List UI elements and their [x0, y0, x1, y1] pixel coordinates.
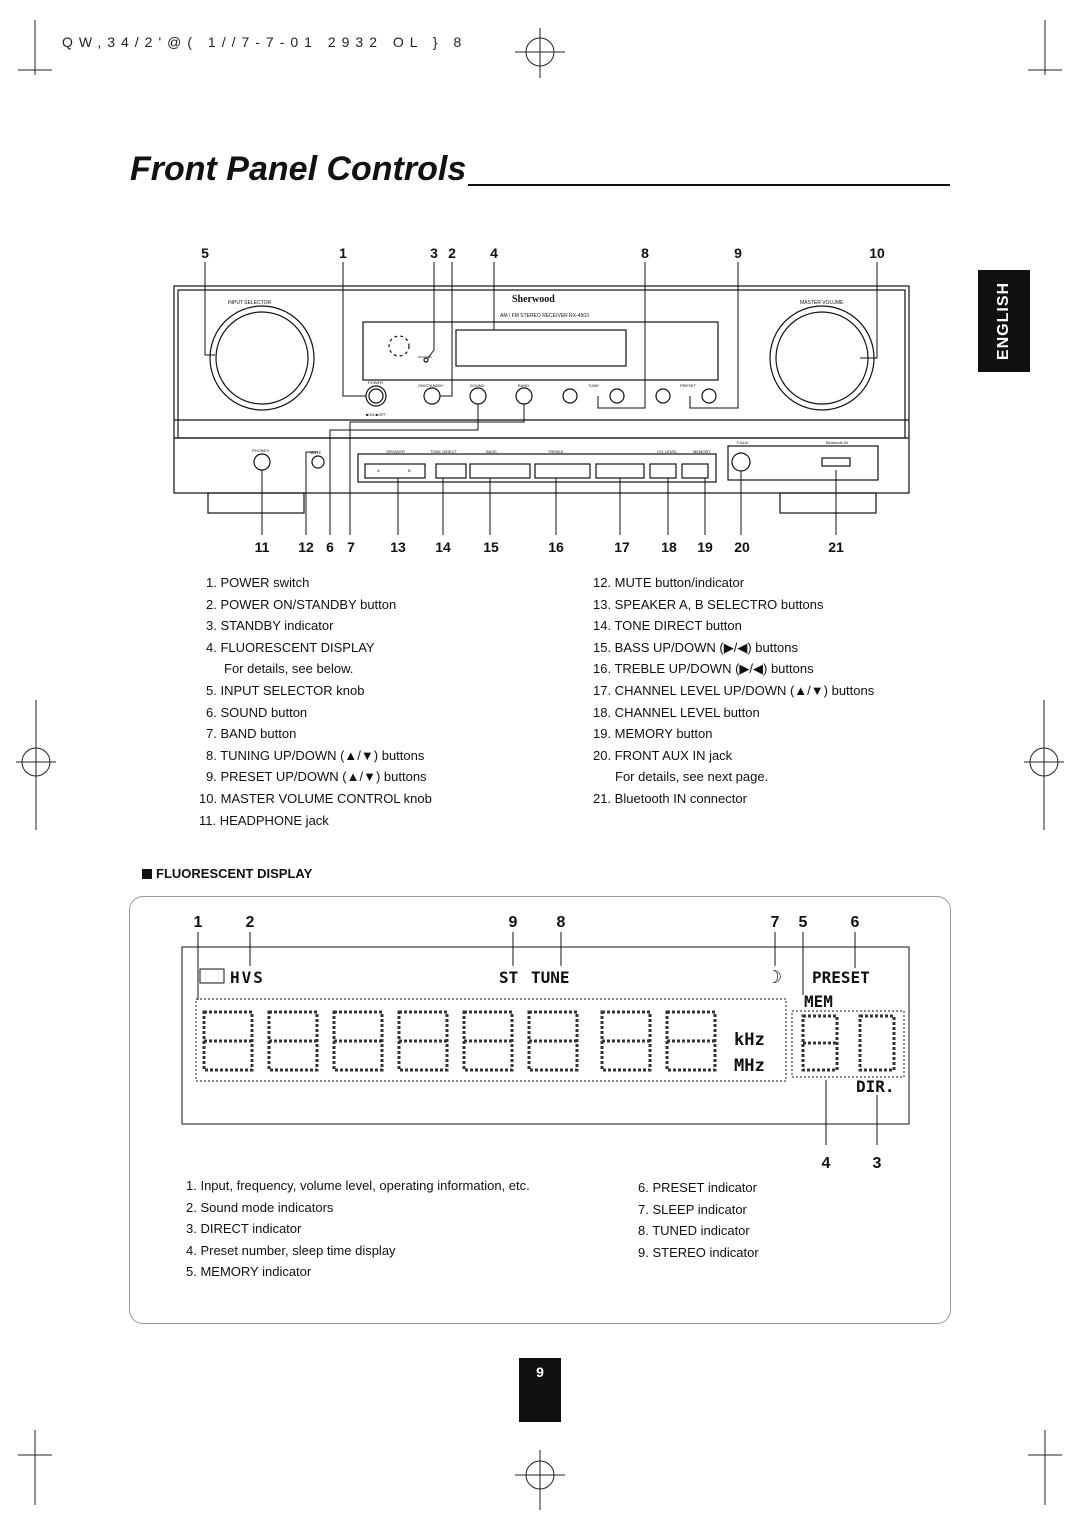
label-bass: BASS	[486, 449, 497, 454]
list-item: 8. TUNING UP/DOWN (▲/▼) buttons	[206, 747, 425, 763]
label-speaker-b: B	[408, 468, 411, 473]
list-item: 4. FLUORESCENT DISPLAY	[206, 639, 375, 655]
callout-21: 21	[828, 539, 844, 555]
label-band: BAND	[518, 383, 530, 388]
indicator-st: ST	[499, 968, 519, 987]
callout-8: 8	[641, 245, 649, 261]
label-f-aux: F.AUX	[737, 440, 749, 445]
list-item: 6. SOUND button	[206, 704, 308, 720]
fd-callout-8: 8	[556, 914, 566, 931]
fd-callout-9: 9	[508, 914, 518, 931]
page-title: Front Panel Controls	[130, 150, 467, 188]
label-standby: STANDBY	[418, 355, 432, 359]
list-item: 10. MASTER VOLUME CONTROL knob	[199, 790, 432, 806]
callout-16: 16	[548, 539, 564, 555]
list-item: 4. Preset number, sleep time display	[186, 1242, 396, 1258]
list-item: 19. MEMORY button	[593, 726, 713, 742]
list-item: 20. FRONT AUX IN jack	[593, 747, 733, 763]
page-number: 9	[519, 1358, 561, 1422]
label-power: POWER	[368, 380, 384, 385]
fd-callout-6: 6	[850, 914, 860, 931]
callout-1: 1	[339, 245, 347, 261]
list-item: 15. BASS UP/DOWN (▶/◀) buttons	[593, 639, 798, 655]
callout-6: 6	[326, 539, 334, 555]
callout-7: 7	[347, 539, 355, 555]
callout-20: 20	[734, 539, 750, 555]
callout-4: 4	[490, 245, 498, 261]
label-preset: PRESET	[680, 383, 697, 388]
fd-callout-7: 7	[770, 914, 780, 931]
list-item: 13. SPEAKER A, B SELECTRO buttons	[593, 596, 824, 612]
callout-11: 11	[254, 539, 270, 555]
callout-19: 19	[697, 539, 713, 555]
indicator-mem: MEM	[804, 992, 833, 1011]
label-mute: MUTE	[310, 450, 322, 455]
list-item: 5. INPUT SELECTOR knob	[206, 682, 365, 698]
indicator-sound-mode: HVS	[230, 968, 265, 987]
label-speaker-a: A	[377, 468, 380, 473]
label-sound: SOUND	[470, 383, 485, 388]
label-tone-direct: TONE DIRECT	[430, 449, 458, 454]
list-item: 1. Input, frequency, volume level, operating information, etc.	[186, 1178, 530, 1193]
section-heading-text: FLUORESCENT DISPLAY	[156, 866, 313, 881]
callout-13: 13	[390, 539, 406, 555]
label-on-off: ■ON ■OFF	[366, 412, 386, 417]
label-bluetooth-in: Bluetooth IN	[826, 440, 849, 445]
fd-callout-4: 4	[821, 1155, 831, 1172]
list-item: 16. TREBLE UP/DOWN (▶/◀) buttons	[593, 661, 814, 677]
list-item-note: For details, see below.	[224, 661, 354, 677]
callout-5: 5	[201, 245, 209, 261]
list-item: 9. PRESET UP/DOWN (▲/▼) buttons	[206, 769, 427, 785]
list-item: 17. CHANNEL LEVEL UP/DOWN (▲/▼) buttons	[593, 682, 875, 698]
print-header-code: QW,34/2'@( 1//7-7-01 2932 OL } 8	[62, 34, 468, 50]
list-item: 6. PRESET indicator	[638, 1180, 757, 1195]
list-item: 21. Bluetooth IN connector	[593, 790, 747, 806]
list-item: 18. CHANNEL LEVEL button	[593, 704, 760, 720]
list-item: 14. TONE DIRECT button	[593, 618, 742, 634]
callout-10: 10	[869, 245, 885, 261]
list-item: 7. SLEEP indicator	[638, 1201, 747, 1217]
label-tune: TUNE	[588, 383, 599, 388]
indicator-mhz: MHz	[734, 1056, 765, 1076]
callout-9: 9	[734, 245, 742, 261]
list-item: 9. STEREO indicator	[638, 1244, 759, 1260]
indicator-dir: DIR.	[856, 1077, 895, 1096]
language-tab-label: ENGLISH	[995, 281, 1012, 361]
callout-12: 12	[298, 539, 314, 555]
fd-legend-right	[638, 1177, 759, 1263]
sleep-moon-icon: ☽	[766, 967, 783, 987]
fd-callout-5: 5	[798, 914, 808, 931]
brand-logo: Sherwood	[512, 294, 555, 305]
indicator-khz: kHz	[734, 1030, 765, 1050]
indicator-preset: PRESET	[812, 968, 870, 987]
list-item: 5. MEMORY indicator	[186, 1264, 312, 1280]
callout-17: 17	[614, 539, 630, 555]
list-item: 2. Sound mode indicators	[186, 1199, 334, 1215]
label-memory: MEMORY	[693, 449, 711, 454]
callout-14: 14	[435, 539, 451, 555]
model-text: AM / FM STEREO RECEIVER RX-4503	[500, 313, 589, 319]
label-ch-level: CH. LEVEL	[657, 449, 678, 454]
callout-2: 2	[448, 245, 456, 261]
list-item: 3. DIRECT indicator	[186, 1221, 302, 1237]
callout-15: 15	[483, 539, 499, 555]
list-item: 2. POWER ON/STANDBY button	[206, 596, 397, 612]
list-item: 7. BAND button	[206, 726, 297, 742]
list-item-note: For details, see next page.	[615, 769, 769, 785]
label-speaker: SPEAKER	[386, 449, 405, 454]
label-on-standby: ON/STANDBY	[418, 383, 444, 388]
list-item: 11. HEADPHONE jack	[199, 812, 329, 828]
callout-18: 18	[661, 539, 677, 555]
fd-callout-3: 3	[872, 1155, 882, 1172]
list-item: 1. POWER switch	[206, 575, 310, 590]
label-master-volume: MASTER VOLUME	[800, 300, 844, 306]
callout-3: 3	[430, 245, 438, 261]
list-item: 12. MUTE button/indicator	[593, 575, 745, 590]
list-item: 3. STANDBY indicator	[206, 618, 334, 634]
label-phones: PHONES	[252, 448, 269, 453]
fd-callout-2: 2	[245, 914, 255, 931]
indicator-tune: TUNE	[531, 968, 570, 987]
list-item: 8. TUNED indicator	[638, 1223, 750, 1239]
label-treble: TREBLE	[548, 449, 564, 454]
fd-legend-left	[186, 1175, 530, 1283]
fd-callout-1: 1	[193, 914, 203, 931]
label-input-selector: INPUT SELECTOR	[228, 300, 272, 306]
